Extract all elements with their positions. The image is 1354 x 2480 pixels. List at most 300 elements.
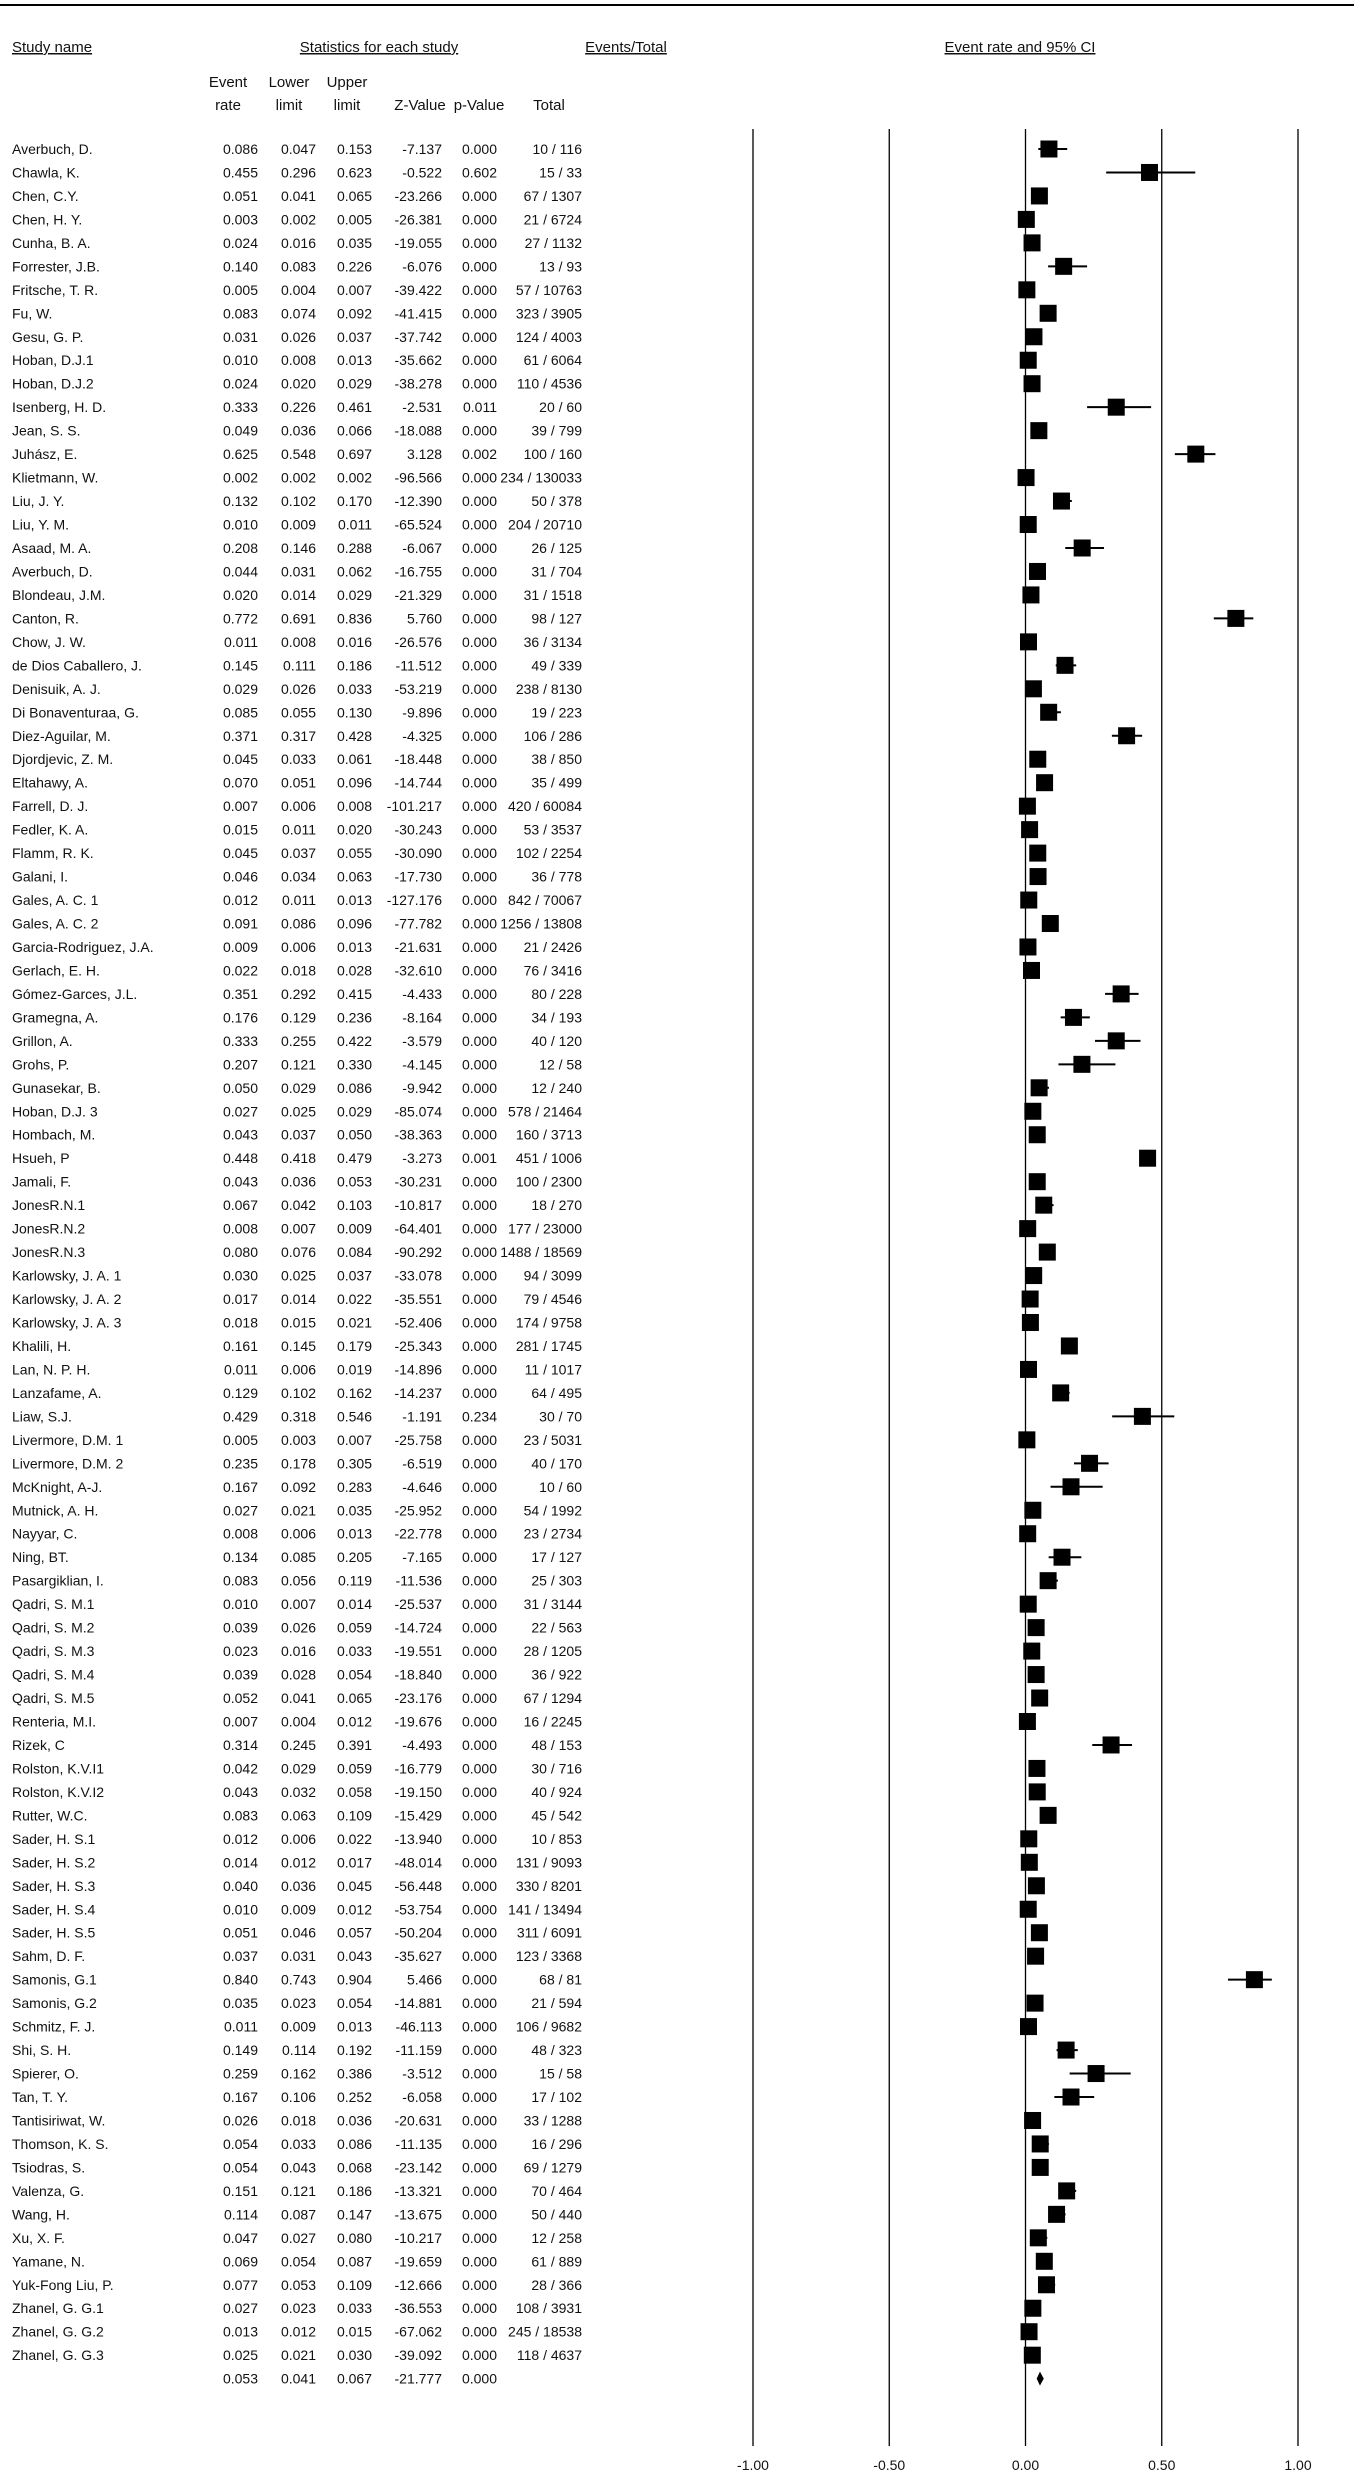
p-value-value: 0.000: [461, 751, 497, 768]
p-value-value: 0.000: [461, 633, 497, 650]
events-total-value: 281 / 1745: [515, 1337, 582, 1354]
study-name: Gerlach, E. H.: [12, 962, 100, 979]
p-value-value: 0.000: [461, 1291, 497, 1308]
lower-limit-value: 0.121: [280, 1056, 316, 1073]
z-value-value: -53.219: [394, 680, 442, 697]
table-row: [12, 2182, 1076, 2199]
x-tick-label: 0.50: [1148, 2457, 1176, 2473]
upper-limit-value: 0.063: [336, 868, 372, 885]
point-estimate: [1020, 352, 1037, 369]
point-estimate: [1039, 1244, 1056, 1261]
event-rate-value: 0.167: [222, 1478, 258, 1495]
lower-limit-value: 0.003: [280, 1431, 316, 1448]
events-total-value: 238 / 8130: [515, 680, 582, 697]
events-total-value: 98 / 127: [531, 610, 582, 627]
lower-limit-value: 0.018: [280, 962, 316, 979]
event-rate-value: 0.235: [222, 1455, 258, 1472]
point-estimate: [1053, 493, 1070, 510]
events-total-value: 16 / 296: [531, 2135, 582, 2152]
point-estimate: [1020, 1361, 1037, 1378]
study-name: Hoban, D.J.2: [12, 375, 94, 392]
study-name: Sader, H. S.5: [12, 1924, 96, 1941]
study-name: de Dios Caballero, J.: [12, 657, 142, 674]
events-total-value: 124 / 4003: [515, 328, 582, 345]
p-value-value: 0.000: [461, 938, 497, 955]
events-total-value: 36 / 778: [531, 868, 582, 885]
lower-limit-value: 0.008: [280, 633, 316, 650]
upper-limit-value: 0.059: [336, 1619, 372, 1636]
study-name: Schmitz, F. J.: [12, 2018, 96, 2035]
table-row: [12, 1830, 1037, 1847]
point-estimate: [1035, 1197, 1052, 1214]
statistics-group-header: Statistics for each study: [299, 39, 459, 56]
event-rate-value: 0.049: [222, 422, 258, 439]
events-total-value: 451 / 1006: [515, 1150, 582, 1167]
lower-limit-value: 0.016: [280, 234, 316, 251]
lower-limit-value: 0.014: [280, 1291, 316, 1308]
event-rate-value: 0.051: [222, 1924, 258, 1941]
study-name: Spierer, O.: [12, 2065, 79, 2082]
point-estimate: [1021, 821, 1038, 838]
event-rate-value: 0.015: [222, 821, 258, 838]
table-row: [12, 657, 1076, 674]
z-value-value: -1.191: [402, 1408, 442, 1425]
events-total-value: 204 / 20710: [508, 516, 582, 533]
event-rate-value: 0.012: [222, 1830, 258, 1847]
event-rate-header-line1: Event: [208, 74, 248, 91]
lower-limit-value: 0.255: [280, 1032, 316, 1049]
lower-limit-value: 0.014: [280, 586, 316, 603]
p-value-value: 0.000: [461, 1220, 497, 1237]
study-name: Qadri, S. M.3: [12, 1643, 95, 1660]
event-rate-value: 0.045: [222, 845, 258, 862]
events-total-value: 22 / 563: [531, 1619, 582, 1636]
point-estimate: [1036, 774, 1053, 791]
study-name: Liu, Y. M.: [12, 516, 70, 533]
events-total-value: 36 / 922: [531, 1666, 582, 1683]
p-value-value: 0.000: [461, 234, 497, 251]
z-value-value: -4.493: [402, 1736, 442, 1753]
event-rate-value: 0.114: [224, 2206, 258, 2223]
upper-limit-value: 0.236: [336, 1009, 372, 1026]
study-name: Shi, S. H.: [12, 2042, 72, 2059]
table-row: [12, 1361, 1037, 1378]
z-value-value: -15.429: [394, 1807, 442, 1824]
p-value-value: 0.000: [461, 1502, 497, 1519]
events-total-value: 61 / 889: [531, 2253, 582, 2270]
upper-limit-value: 0.179: [336, 1337, 372, 1354]
lower-limit-value: 0.129: [280, 1009, 316, 1026]
lower-limit-value: 0.006: [280, 938, 316, 955]
point-estimate: [1024, 2347, 1041, 2364]
event-rate-value: 0.054: [222, 2135, 258, 2152]
lower-limit-value: 0.031: [280, 1948, 316, 1965]
p-value-value: 0.000: [461, 798, 497, 815]
event-rate-value: 0.046: [222, 868, 258, 885]
table-row: [12, 1056, 1115, 1073]
upper-limit-value: 0.386: [336, 2065, 372, 2082]
upper-limit-value: 0.252: [336, 2089, 372, 2106]
study-name: Isenberg, H. D.: [12, 399, 107, 416]
p-value-value: 0.000: [461, 1713, 497, 1730]
lower-limit-value: 0.006: [280, 1361, 316, 1378]
events-total-value: 141 / 13494: [508, 1901, 582, 1918]
p-value-value: 0.000: [461, 821, 497, 838]
point-estimate: [1040, 1572, 1057, 1589]
lower-limit-value: 0.087: [280, 2206, 316, 2223]
z-value-value: -9.896: [402, 704, 442, 721]
lower-limit-value: 0.036: [280, 422, 316, 439]
lower-limit-value: 0.033: [280, 2135, 316, 2152]
events-total-value: 45 / 542: [531, 1807, 582, 1824]
upper-limit-value: 0.037: [336, 328, 372, 345]
p-value-value: 0.000: [461, 2089, 497, 2106]
z-value-value: -36.553: [394, 2300, 442, 2317]
plot-header: Event rate and 95% CI: [944, 39, 1096, 56]
upper-limit-value: 0.007: [336, 281, 372, 298]
z-value-value: 5.466: [406, 1971, 442, 1988]
study-name: Gales, A. C. 1: [12, 892, 99, 909]
upper-limit-value: 0.546: [336, 1408, 372, 1425]
x-tick-label: -1.00: [737, 2457, 769, 2473]
p-value-value: 0.000: [461, 2042, 497, 2059]
table-row: [12, 586, 1039, 603]
upper-limit-value: 0.904: [336, 1971, 372, 1988]
upper-limit-value: 0.059: [336, 1760, 372, 1777]
lower-limit-value: 0.016: [280, 1643, 316, 1660]
study-name: Chen, C.Y.: [12, 187, 79, 204]
lower-limit-value: 0.029: [280, 1079, 316, 1096]
event-rate-value: 0.005: [222, 1431, 258, 1448]
events-total-value: 27 / 1132: [524, 234, 582, 251]
p-value-value: 0.000: [461, 258, 497, 275]
upper-limit-value: 0.479: [336, 1150, 372, 1167]
point-estimate: [1030, 422, 1047, 439]
z-value-value: -11.512: [395, 657, 442, 674]
z-value-value: -13.321: [394, 2182, 442, 2199]
events-total-value: 30 / 716: [531, 1760, 582, 1777]
x-tick-label: -0.50: [873, 2457, 906, 2473]
upper-limit-value: 0.033: [336, 680, 372, 697]
event-rate-value: 0.052: [222, 1690, 258, 1707]
z-value-value: -3.273: [402, 1150, 442, 1167]
study-name: Averbuch, D.: [12, 141, 93, 157]
point-estimate: [1134, 1408, 1151, 1425]
event-rate-value: 0.007: [222, 1713, 258, 1730]
events-total-value: 50 / 440: [531, 2206, 582, 2223]
upper-limit-value: 0.033: [336, 2300, 372, 2317]
p-value-value: 0.000: [461, 305, 497, 322]
p-value-value: 0.000: [461, 2112, 497, 2129]
event-rate-value: 0.039: [222, 1666, 258, 1683]
p-value-value: 0.000: [461, 281, 497, 298]
z-value-value: -18.840: [394, 1666, 442, 1683]
event-rate-value: 0.011: [224, 2018, 258, 2035]
z-value-value: -25.952: [394, 1502, 442, 1519]
point-estimate: [1024, 1103, 1041, 1120]
event-rate-value: 0.009: [222, 938, 258, 955]
event-rate-value: 0.023: [222, 1643, 258, 1660]
lower-limit-value: 0.245: [280, 1736, 316, 1753]
point-estimate: [1025, 328, 1042, 345]
table-row: [12, 1783, 1046, 1800]
study-name: Yuk-Fong Liu, P.: [12, 2276, 114, 2293]
point-estimate: [1031, 1079, 1048, 1096]
event-rate-value: 0.050: [222, 1079, 258, 1096]
study-name: Cunha, B. A.: [12, 234, 91, 251]
upper-limit-value: 0.015: [336, 2323, 372, 2340]
events-total-value: 16 / 2245: [523, 1713, 582, 1730]
point-estimate: [1028, 1666, 1045, 1683]
study-name: Zhanel, G. G.1: [12, 2300, 104, 2317]
event-rate-value: 0.008: [222, 1220, 258, 1237]
p-value-value: 0.000: [461, 1244, 497, 1261]
table-row: [12, 1314, 1039, 1331]
upper-limit-value: 0.084: [336, 1244, 372, 1261]
events-total-value: 31 / 704: [531, 563, 582, 580]
z-value-value: -18.088: [394, 422, 442, 439]
point-estimate: [1029, 1783, 1046, 1800]
table-row: [12, 1220, 1036, 1237]
study-name: Averbuch, D.: [12, 563, 93, 580]
lower-limit-value: 0.023: [280, 2300, 316, 2317]
p-value-value: 0.000: [461, 352, 497, 369]
table-row: [12, 1455, 1109, 1472]
lower-limit-value: 0.002: [280, 469, 316, 486]
point-estimate: [1031, 187, 1048, 204]
z-value-value: -53.754: [394, 1901, 442, 1918]
event-rate-value: 0.085: [222, 704, 258, 721]
table-row: [12, 962, 1040, 979]
point-estimate: [1020, 892, 1037, 909]
table-row: [12, 2347, 1041, 2364]
upper-limit-value: 0.186: [336, 657, 372, 674]
lower-limit-value: 0.034: [280, 868, 316, 885]
lower-limit-value: 0.026: [280, 1619, 316, 1636]
p-value-value: 0.000: [461, 1549, 497, 1566]
point-estimate: [1038, 2276, 1055, 2293]
study-name: Qadri, S. M.4: [12, 1666, 95, 1683]
lower-limit-value: 0.006: [280, 1525, 316, 1542]
study-name: Forrester, J.B.: [12, 258, 100, 275]
event-rate-value: 0.259: [222, 2065, 258, 2082]
point-estimate: [1246, 1971, 1263, 1988]
study-name: Khalili, H.: [12, 1337, 72, 1354]
study-name: Hsueh, P: [12, 1150, 70, 1167]
upper-limit-value: 0.054: [336, 1666, 372, 1683]
upper-limit-value: 0.022: [336, 1291, 372, 1308]
upper-limit-value: 0.019: [336, 1361, 372, 1378]
table-row: [12, 798, 1036, 815]
z-value-value: -21.631: [394, 938, 442, 955]
z-value-value: -25.343: [394, 1337, 442, 1354]
point-estimate: [1031, 1690, 1048, 1707]
z-value-value: -32.610: [394, 962, 442, 979]
point-estimate: [1021, 1854, 1038, 1871]
point-estimate: [1227, 610, 1244, 627]
study-name: JonesR.N.1: [12, 1197, 86, 1214]
lower-limit-value: 0.054: [280, 2253, 316, 2270]
table-row: [12, 164, 1195, 181]
upper-limit-value: 0.050: [336, 1126, 372, 1143]
event-rate-value: 0.067: [222, 1197, 258, 1214]
table-row: [12, 1901, 1037, 1918]
events-total-value: 30 / 70: [539, 1408, 582, 1425]
events-total-value: 420 / 60084: [508, 798, 582, 815]
table-row: [12, 422, 1047, 439]
table-row: [12, 1384, 1070, 1401]
p-value-value: 0.000: [461, 1666, 497, 1683]
lower-limit-value: 0.012: [280, 1854, 316, 1871]
point-estimate: [1108, 399, 1125, 416]
p-value-value: 0.000: [461, 2065, 497, 2082]
upper-limit-value: 0.062: [336, 563, 372, 580]
lower-limit-value: 0.026: [280, 328, 316, 345]
point-estimate: [1042, 915, 1059, 932]
point-estimate: [1036, 2253, 1053, 2270]
table-row: [12, 1291, 1039, 1308]
events-total-value: 49 / 339: [531, 657, 582, 674]
point-estimate: [1027, 1948, 1044, 1965]
study-name: Farrell, D. J.: [12, 798, 89, 815]
table-row: [12, 1197, 1054, 1214]
study-name: Garcia-Rodriguez, J.A.: [12, 938, 154, 955]
z-value-value: -48.014: [394, 1854, 442, 1871]
events-total-header: Events/Total: [585, 39, 667, 56]
events-total-value: 40 / 170: [531, 1455, 582, 1472]
point-estimate: [1024, 375, 1041, 392]
study-name: Sader, H. S.1: [12, 1830, 96, 1847]
study-name: Zhanel, G. G.2: [12, 2323, 104, 2340]
z-value-value: -19.659: [394, 2253, 442, 2270]
lower-limit-value: 0.046: [280, 1924, 316, 1941]
lower-limit-value: 0.083: [280, 258, 316, 275]
event-rate-value: 0.035: [222, 1995, 258, 2012]
study-name: Tan, T. Y.: [12, 2089, 69, 2106]
total-header: Total: [533, 97, 565, 114]
p-value-value: 0.602: [461, 164, 497, 181]
event-rate-value: 0.024: [222, 234, 258, 251]
event-rate-value: 0.031: [222, 328, 258, 345]
events-total-value: 36 / 3134: [523, 633, 582, 650]
event-rate-value: 0.455: [222, 164, 258, 181]
upper-limit-value: 0.170: [336, 493, 372, 510]
study-name: Samonis, G.2: [12, 1995, 97, 2012]
p-value-value: 0.000: [461, 1760, 497, 1777]
study-name: Mutnick, A. H.: [12, 1502, 99, 1519]
study-name: Fu, W.: [12, 305, 53, 322]
study-name: Liu, J. Y.: [12, 493, 65, 510]
point-estimate: [1019, 938, 1036, 955]
study-name: Rolston, K.V.I2: [12, 1783, 105, 1800]
z-value-value: -23.176: [394, 1690, 442, 1707]
z-value-value: -4.145: [402, 1056, 442, 1073]
point-estimate: [1052, 1384, 1069, 1401]
event-rate-value: 0.025: [222, 2347, 258, 2364]
study-name: Karlowsky, J. A. 3: [12, 1314, 122, 1331]
z-value-value: -4.325: [402, 727, 442, 744]
point-estimate: [1103, 1736, 1120, 1753]
z-value-value: -77.782: [394, 915, 442, 932]
table-row: [12, 1267, 1042, 1284]
lower-limit-value: 0.053: [280, 2276, 316, 2293]
table-row: [12, 2089, 1094, 2106]
lower-limit-value: 0.020: [280, 375, 316, 392]
table-row: [12, 1760, 1045, 1777]
table-row: [12, 1079, 1049, 1096]
z-value-value: -52.406: [394, 1314, 442, 1331]
event-rate-value: 0.003: [222, 211, 258, 228]
z-value-value: -39.092: [394, 2347, 442, 2364]
table-row: [12, 868, 1047, 885]
events-total-value: 94 / 3099: [523, 1267, 582, 1284]
p-value-value: 0.000: [461, 516, 497, 533]
table-row: [12, 2206, 1066, 2223]
table-row: [12, 1596, 1037, 1613]
upper-limit-value: 0.016: [336, 633, 372, 650]
table-row: [12, 985, 1139, 1002]
table-row: [12, 1549, 1081, 1566]
upper-limit-value: 0.014: [336, 1596, 372, 1613]
study-name: Xu, X. F.: [12, 2229, 65, 2246]
z-value-value: -65.524: [394, 516, 442, 533]
study-name: Klietmann, W.: [12, 469, 99, 486]
upper-limit-value: 0.035: [336, 1502, 372, 1519]
table-row: [12, 1126, 1046, 1143]
upper-limit-value: 0.055: [336, 845, 372, 862]
point-estimate: [1113, 985, 1130, 1002]
study-name: Hombach, M.: [12, 1126, 96, 1143]
point-estimate: [1081, 1455, 1098, 1472]
lower-limit-value: 0.036: [280, 1173, 316, 1190]
study-name: Qadri, S. M.1: [12, 1596, 95, 1613]
upper-limit-value: 0.065: [336, 187, 372, 204]
lower-limit-value: 0.028: [280, 1666, 316, 1683]
point-estimate: [1020, 1830, 1037, 1847]
p-value-value: 0.000: [461, 1455, 497, 1472]
events-total-value: 12 / 258: [531, 2229, 582, 2246]
lower-limit-value: 0.011: [282, 821, 316, 838]
upper-limit-value: 0.030: [336, 2347, 372, 2364]
event-rate-value: 0.070: [222, 774, 258, 791]
table-row: [12, 2323, 1038, 2340]
event-rate-value: 0.207: [222, 1056, 258, 1073]
point-estimate: [1020, 1901, 1037, 1918]
event-rate-value: 0.149: [222, 2042, 258, 2059]
z-value-value: -30.090: [394, 845, 442, 862]
table-row: [12, 1690, 1048, 1707]
study-name: Lanzafame, A.: [12, 1384, 102, 1401]
events-total-value: 19 / 223: [531, 704, 582, 721]
table-row: [12, 2112, 1041, 2129]
lower-limit-value: 0.051: [280, 774, 316, 791]
lower-limit-value: 0.018: [280, 2112, 316, 2129]
point-estimate: [1023, 962, 1040, 979]
z-value-value: -17.730: [394, 868, 442, 885]
upper-limit-value: 0.283: [336, 1478, 372, 1495]
event-rate-value: 0.027: [222, 1103, 258, 1120]
events-total-value: 23 / 5031: [523, 1431, 582, 1448]
upper-limit-value: 0.153: [336, 141, 372, 157]
lower-limit-value: 0.162: [280, 2065, 316, 2082]
p-value-value: 0.000: [461, 2159, 497, 2176]
study-name: Fritsche, T. R.: [12, 281, 99, 298]
event-rate-value: 0.010: [222, 516, 258, 533]
table-row: [12, 2229, 1047, 2246]
events-total-value: 76 / 3416: [523, 962, 582, 979]
point-estimate: [1030, 2229, 1047, 2246]
z-value-value: -127.176: [386, 892, 442, 909]
